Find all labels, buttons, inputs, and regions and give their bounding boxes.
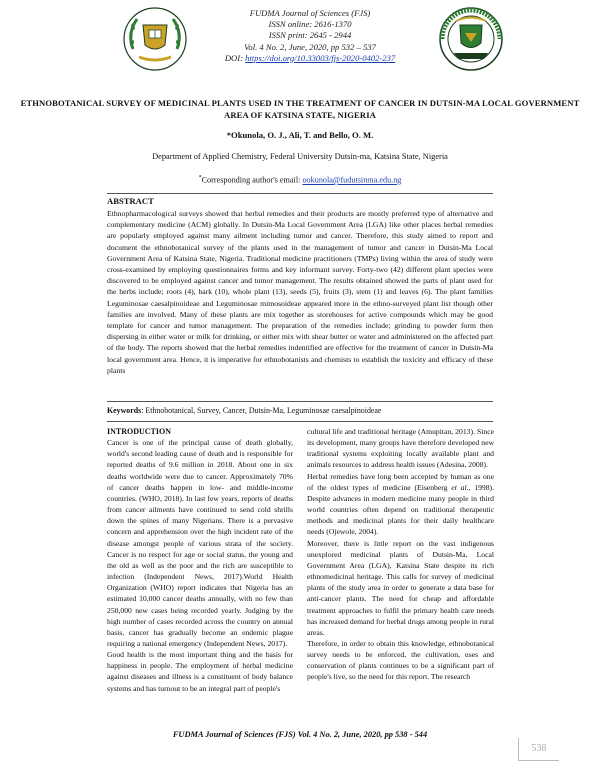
journal-name: FUDMA Journal of Sciences (FJS) xyxy=(249,8,371,18)
body-paragraph-herbal-remedies xyxy=(307,471,494,538)
introduction-heading: INTRODUCTION xyxy=(107,427,172,436)
herbal-remedies-text-b: ., 1998). Despite advances in modern medicine many people in third world countries often depend on traditional therapeutic methods and medicinal plants for their daily healthcare needs (Ojewole, 2004). xyxy=(307,482,495,537)
body-paragraph-therefore: Therefore, in order to obtain this knowledge, ethnobotanical survey needs to be enforced, the cultivation, uses and conservation of plants continues to be a significant part of people's live, so the need for this report. The research xyxy=(307,638,494,682)
corresponding-mark: * xyxy=(198,175,202,181)
doi-label: DOI: xyxy=(224,52,246,63)
corresponding-author xyxy=(0,175,600,185)
abstract-bottom-rule xyxy=(107,401,493,402)
doi-line xyxy=(190,53,430,64)
abstract-heading: ABSTRACT xyxy=(107,196,154,206)
abstract-top-rule xyxy=(107,193,493,194)
keywords-text: : Ethnobotanical, Survey, Cancer, Dutsin-Ma, Leguminosae caesalpinoideae xyxy=(141,406,382,415)
volume-line: Vol. 4 No. 2, June, 2020, pp 532 – 537 xyxy=(244,41,376,52)
issn-print: ISSN print: 2645 - 2944 xyxy=(268,30,352,41)
footer-citation: FUDMA Journal of Sciences (FJS) Vol. 4 No. 2, June, 2020, pp 538 - 544 xyxy=(172,730,428,739)
body-paragraph-continued: cultural life and traditional heritage (Amupitan, 2013). Since its development, many groups have therefore developed new traditional systems exploiting locally available plant and animals resources to address health issues (Adesina, 2008). xyxy=(307,427,494,470)
keywords-rule xyxy=(107,421,493,422)
journal-logo xyxy=(121,5,189,73)
affiliation: Department of Applied Chemistry, Federal University Dutsin-ma, Katsina State, Nigeria xyxy=(152,152,448,161)
journal-info xyxy=(190,8,430,64)
herbal-remedies-text-a: Herbal remedies have long been accepted by human as one of the oldest types of medicine (Eisenberg xyxy=(307,471,494,492)
body-paragraph-moreover: Moreover, there is little report on the vast indigenous unexplored medicinal plants of Dutsin-Ma, Local Government Area (LGA), Katsina State despite its rich ethnomedicinal heritage. This calls for survey of medicinal plants of the study area in order to generate a data base for anti-cancer plants. The need for cheap and affordable treatment approaches to fulfil the primary health care needs has increased demand for herbal drugs among people in rural areas. xyxy=(307,538,494,637)
corresponding-email-link[interactable]: ookunola@fudutsinma.edu.ng xyxy=(302,175,402,185)
abstract-block xyxy=(107,196,493,376)
university-seal xyxy=(436,5,506,73)
intro-paragraph-1: Cancer is one of the principal cause of death globally, world's second leading cause of death and is responsible for reported deaths of 9.6 million in 2018. About one in six deaths worldwide were due to cancer. Approximately 70% of cancer deaths happen in low- and middle-income countries. (WHO, 2018). In last few years, reports of deaths from cancer ailments have continued to send cold shrills down the spines of many Nigerians. There is a pervasive concern and apprehension over the high incident rate of the disease amongst people of various strata of the society. Cancer is no respect for age or social status, the young and the old as well as the poor and the rich are susceptible to infection (Independent News, 2017).World Health Organization (WHO) report indicates that Nigeria has an estimated 10,000 cancer deaths annually, with no few than 250,000 new cases being recorded yearly. Judging by the high number of cases recorded across the country on annual basis, cancer has gradually become an endemic plague requiring a national emergency (Independent News, 2017). xyxy=(107,438,293,648)
keywords-label: Keywords xyxy=(107,406,142,415)
keywords xyxy=(107,406,527,415)
issn-online: ISSN online: 2616-1370 xyxy=(268,19,352,30)
authors: *Okunola, O. J., Ali, T. and Bello, O. M. xyxy=(226,130,374,140)
et-al: et al xyxy=(451,482,467,492)
intro-paragraph-2: Good health is the most important thing and the basis for happiness in people. The employment of herbal medicine against diseases and illness is a constituent of body balance systems and has turnout to be an integral part of people's xyxy=(107,650,293,693)
doi-link[interactable]: https://doi.org/10.33003/fjs-2020-0402-237 xyxy=(245,52,396,63)
paper-title: ETHNOBOTANICAL SURVEY OF MEDICINAL PLANTS USED IN THE TREATMENT OF CANCER IN DUTSIN-MA LOCAL GOVERNMENT AREA OF KATSINA STATE, NIGERIA xyxy=(20,98,580,120)
body-column-right xyxy=(307,426,494,683)
abstract-text: Ethnopharmacological surveys showed that herbal remedies and their products are mostly preferred type of alternative and complementary medicine (ACM) globally. In Dutsin-Ma Local Government Area (LGA) like other places herbal remedies are popularly employed against many ailment including tumor and cancer. Therefore, this study aimed to report and document the ethnobotanical survey of the plants used in the management of tumor and cancer in Dutsin-Ma Local Government Area of Katsina State, Nigeria. Traditional medicine practitioners (TMPs) living within the area of study were cross-examined by employing questionnaires forms and key informant survey. Forty-two (42) different plant species were discovered to be employed against cancer and tumor management. The results obtained showed the parts of plant used for the herbs include; roots (4), bark (10), whole plant (13), seeds (5), fruits (3), stem (1) and leaves (6). The plant families Leguminosae caesalpinoideae and Leguminosae mimosoideae appeared more in the ethno-surveyed plant list though other families are involved. Many of these plants are mix together as storehouses for active compounds which may be good template for cancer and tumor management. The preparation of the remedies include; grinding to powder form then dispersing in either water or milk for drinking, or either mix with shear butter or water and administered on the affected part of the body. The reports showed that the herbal remedies indentified are effective for the treatment of cancer in Dutsin-Ma local government area. Hence, it is imperative for ethnobotanists and chemists to establish the toxicity and efficacy of these plants xyxy=(107,209,493,375)
body-column-left xyxy=(107,426,293,694)
page-number: 538 xyxy=(518,738,559,761)
corresponding-label: Corresponding author's email: xyxy=(201,175,303,185)
